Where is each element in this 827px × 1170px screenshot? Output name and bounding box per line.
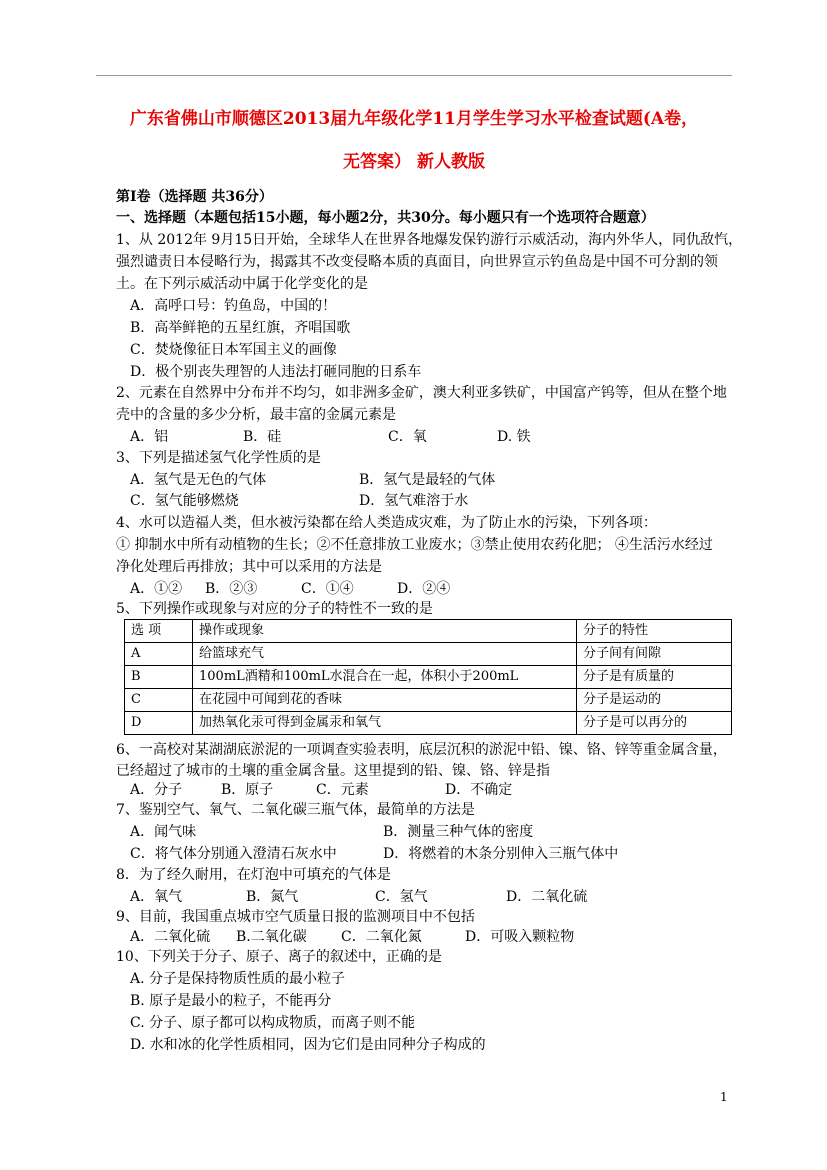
q6-option-a: A．分子 [130,782,183,798]
q5-table [124,619,732,735]
table-cell: A [125,643,193,666]
q9-option-c: C．二氧化氮 [341,929,422,945]
q7-option-d: D．将燃着的木条分别伸入三瓶气体中 [383,846,619,862]
table-row [125,712,732,735]
q9-option-d: D．可吸入颗粒物 [465,929,575,945]
table-cell: 分子是有质量的 [577,666,732,689]
document-title-line2: 无答案） 新人教版 [343,152,485,172]
q4-option-c: C．①④ [301,581,354,597]
q6-stem-line1: 6、一高校对某湖湖底淤泥的一项调查实验表明，底层沉积的淤泥中铅、镍、铬、锌等重金属含量， [116,742,727,758]
q4-stem-line3: 净化处理后再排放；其中可以采用的方法是 [116,559,382,575]
q2-option-b: B．硅 [243,429,282,445]
q8-option-a: A．氧气 [130,889,183,905]
q4-stem-line1: 4、水可以造福人类，但水被污染都在给人类造成灾难，为了防止水的污染，下列各项： [116,515,657,531]
q1-option-b: B．高举鲜艳的五星红旗，齐唱国歌 [130,320,351,336]
table-cell: D [125,712,193,735]
q4-option-b: B．②③ [205,581,258,597]
q2-option-d: D. 铁 [497,429,531,445]
q10-option-d: D. 水和冰的化学性质相同，因为它们是由同种分子构成的 [130,1037,486,1053]
table-cell: 分子是运动的 [577,689,732,712]
q2-stem-line2: 壳中的含量的多少分析，最丰富的金属元素是 [116,407,396,423]
q1-stem-line1: 1、从 2012年 9月15日开始，全球华人在世界各地爆发保钓游行示威活动，海内外华人，同仇敌忾， [116,232,743,248]
table-header-cell: 操作或现象 [193,620,577,643]
page-number: 1 [720,1090,728,1104]
q1-option-d: D．极个别丧失理智的人违法打砸同胞的日系车 [130,364,422,380]
q6-option-d: D．不确定 [445,782,513,798]
q4-option-d: D．②④ [397,581,451,597]
q2-option-a: A．铝 [130,429,169,445]
table-cell: 分子间有间隙 [577,643,732,666]
q3-stem: 3、下列是描述氢气化学性质的是 [116,450,321,466]
q8-stem: 8．为了经久耐用，在灯泡中可填充的气体是 [116,867,391,883]
q3-option-c: C．氢气能够燃烧 [130,493,239,509]
table-header-cell: 分子的特性 [577,620,732,643]
q2-stem-line1: 2、元素在自然界中分布并不均匀，如非洲多金矿，澳大利亚多铁矿，中国富产钨等，但从在整个地 [116,385,727,401]
table-cell: B [125,666,193,689]
q6-option-b: B．原子 [221,782,274,798]
q4-option-a: A．①② [130,581,183,597]
document-title-line1: 广东省佛山市顺德区2013届九年级化学11月学生学习水平检查试题(A卷， [129,109,699,129]
q8-option-b: B．氮气 [246,889,299,905]
q5-stem: 5、下列操作或现象与对应的分子的特性不一致的是 [116,601,433,617]
q1-stem-line3: 土。在下列示威活动中属于化学变化的是 [116,276,368,292]
table-cell: 给篮球充气 [193,643,577,666]
table-cell: 加热氧化汞可得到金属汞和氧气 [193,712,577,735]
q3-option-b: B．氢气是最轻的气体 [359,472,496,488]
q9-option-b: B.二氧化碳 [236,929,307,945]
part-heading: 第Ⅰ卷（选择题 共36分） [116,189,273,205]
q4-stem-line2: ① 抑制水中所有动植物的生长；②不任意排放工业废水；③禁止使用农药化肥； ④生活污水经过 [116,537,713,553]
q10-option-c: C. 分子、原子都可以构成物质，而离子则不能 [130,1015,416,1031]
table-cell: 在花园中可闻到花的香味 [193,689,577,712]
section-heading: 一、选择题（本题包括15小题，每小题2分，共30分。每小题只有一个选项符合题意） [116,210,655,226]
table-header-row [125,620,732,643]
q7-option-a: A．闻气味 [130,824,197,840]
table-header-cell: 选 项 [125,620,193,643]
q1-option-c: C．焚烧像征日本军国主义的画像 [130,342,337,358]
table-cell: 分子是可以再分的 [577,712,732,735]
q6-stem-line2: 已经超过了城市的土壤的重金属含量。这里提到的铅、镍、铬、锌是指 [116,763,550,779]
table-cell: 100mL酒精和100mL水混合在一起，体积小于200mL [193,666,577,689]
q7-option-b: B．测量三种气体的密度 [383,824,534,840]
q3-option-d: D．氢气难溶于水 [359,493,469,509]
q6-option-c: C．元素 [316,782,369,798]
q8-option-d: D．二氧化硫 [506,889,588,905]
q7-option-c: C．将气体分别通入澄清石灰水中 [130,846,337,862]
table-row [125,643,732,666]
q3-option-a: A．氢气是无色的气体 [130,472,267,488]
q9-option-a: A．二氧化硫 [130,929,211,945]
q10-option-a: A. 分子是保持物质性质的最小粒子 [130,971,346,987]
q9-stem: 9、目前，我国重点城市空气质量日报的监测项目中不包括 [116,909,475,925]
q8-option-c: C．氢气 [375,889,428,905]
table-row [125,666,732,689]
q1-option-a: A．高呼口号：钓鱼岛，中国的！ [130,298,337,314]
q1-stem-line2: 强烈谴责日本侵略行为，揭露其不改变侵略本质的真面目，向世界宣示钓鱼岛是中国不可分割的领 [116,254,718,270]
q10-stem: 10、下列关于分子、原子、离子的叙述中，正确的是 [116,949,442,965]
q10-option-b: B. 原子是最小的粒子，不能再分 [130,993,332,1009]
header-rule [96,75,732,76]
table-cell: C [125,689,193,712]
table-row [125,689,732,712]
q7-stem: 7、鉴别空气、氧气、二氧化碳三瓶气体，最简单的方法是 [116,802,475,818]
q2-option-c: C．氧 [388,429,427,445]
